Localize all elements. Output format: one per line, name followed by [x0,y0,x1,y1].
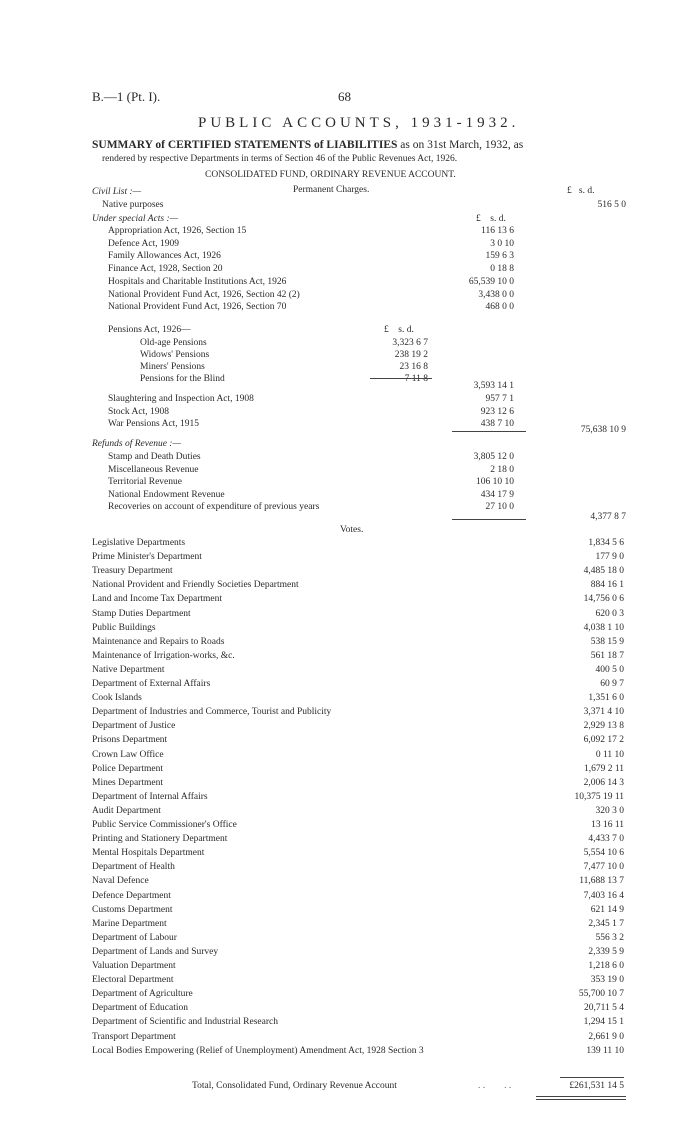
vote-row-label: National Provident and Friendly Societies Department [92,580,299,591]
currency-header-mid: £ s. d. [476,214,506,224]
special-after-row-amount: 438 7 10 [480,419,514,429]
page-number: 68 [338,89,351,104]
vote-row-label: Crown Law Office [92,749,164,760]
vote-row-label: Native Department [92,664,165,675]
refund-row-amount: 106 10 10 [476,477,514,488]
refunds-heading: Refunds of Revenue :— [92,439,181,449]
vote-row-label: Mental Hospitals Department [92,848,205,859]
vote-row-label: Prisons Department [92,735,168,746]
special-act-row-label: Family Allowances Act, 1926 [108,251,221,262]
special-after-row-amount: 957 7 1 [485,394,514,404]
vote-row-amount: 1,834 5 6 [588,538,624,548]
vote-row-amount: 884 16 1 [590,580,624,591]
vote-row-amount: 1,218 6 0 [588,961,624,971]
special-act-row-amount: 3 0 10 [490,238,514,249]
special-after-row-label: Slaughtering and Inspection Act, 1908 [108,394,254,404]
refund-row-amount: 3,805 12 0 [473,452,514,462]
vote-row-label: Audit Department [92,805,161,816]
special-act-row-label: Defence Act, 1909 [108,238,179,249]
special-act-row-label: National Provident Fund Act, 1926, Section 70 [108,302,287,313]
refund-row-label: Stamp and Death Duties [108,452,201,462]
vote-row-amount: 2,345 1 7 [588,918,624,929]
vote-row-label: Department of Agriculture [92,989,193,1000]
special-acts-heading: Under special Acts :— [92,214,179,224]
vote-row-label: Land and Income Tax Department [92,594,222,605]
vote-row-label: Valuation Department [92,961,176,971]
special-after-row-label: Stock Act, 1908 [108,406,169,417]
vote-row-amount: 14,756 0 6 [583,594,624,605]
vote-row-label: Department of Justice [92,721,176,732]
special-act-row-amount: 65,539 10 0 [468,276,514,287]
summary-line-1 [92,140,523,152]
vote-row-amount: 4,038 1 10 [583,622,624,633]
vote-row-amount: 4,433 7 0 [588,834,624,845]
pension-row-label: Miners' Pensions [140,362,205,372]
vote-row-label: Public Service Commissioner's Office [92,820,237,830]
vote-row-amount: 400 5 0 [595,664,624,675]
summary-tail: as on 31st March, 1932, as [400,139,524,151]
pension-row-label: Pensions for the Blind [140,374,225,384]
grand-total-double-rule [536,1096,626,1100]
special-act-row-amount: 116 13 6 [481,226,514,236]
vote-row-label: Marine Department [92,918,167,929]
vote-row-amount: 0 11 10 [595,749,624,760]
refunds-rule [452,519,526,520]
vote-row-amount: 55,700 10 7 [578,989,624,1000]
vote-row-amount: 139 11 10 [586,1045,624,1056]
page-title: PUBLIC ACCOUNTS, 1931-1932. [198,115,520,131]
refund-row-label: Recoveries on account of expenditure of previous years [108,502,320,513]
vote-row-label: Printing and Stationery Department [92,834,228,845]
currency-header-right: £ s. d. [567,186,595,196]
vote-row-label: Local Bodies Empowering (Relief of Unemployment) Amendment Act, 1928 Section 3 [92,1045,424,1056]
civil-list-label: Native purposes [102,200,164,210]
vote-row-label: Cook Islands [92,693,142,704]
refunds-total: 4,377 8 7 [590,512,626,522]
vote-row-label: Customs Department [92,904,173,915]
pension-row-amount: 7 11 8 [404,374,428,384]
vote-row-label: Department of Industries and Commerce, Tourist and Publicity [92,707,332,718]
vote-row-amount: 2,661 9 0 [588,1031,624,1042]
summary-line-2: rendered by respective Departments in terms of Section 46 of the Public Revenues Act, 1926. [102,154,458,164]
special-act-row-amount: 3,438 0 0 [478,289,514,300]
vote-row-label: Mines Department [92,777,163,788]
vote-row-amount: 13 16 11 [591,820,624,830]
pensions-total: 3,593 14 1 [473,381,514,391]
vote-row-label: Legislative Departments [92,538,186,548]
permanent-charges-heading: Permanent Charges. [293,185,370,195]
vote-row-amount: 2,339 5 9 [588,946,624,957]
refund-row-amount: 434 17 9 [480,489,514,500]
grand-total-amount: £261,531 14 5 [569,1081,624,1091]
vote-row-label: Department of Labour [92,932,177,943]
vote-row-amount: 320 3 0 [595,805,624,816]
account-heading: CONSOLIDATED FUND, ORDINARY REVENUE ACCOUNT. [205,170,456,180]
refund-row-amount: 27 10 0 [485,502,514,513]
civil-list-heading: Civil List :— [92,187,142,197]
document-reference: B.—1 (Pt. I). [92,89,161,104]
vote-row-amount: 2,929 13 8 [583,721,624,732]
pension-row-label: Widows' Pensions [140,350,210,360]
vote-row-label: Treasury Department [92,566,173,577]
vote-row-amount: 561 18 7 [590,650,624,661]
vote-row-label: Naval Defence [92,876,149,887]
vote-row-amount: 1,294 15 1 [583,1017,624,1028]
grand-total-rule-top [560,1077,624,1078]
vote-row-amount: 4,485 18 0 [583,566,624,577]
special-after-row-amount: 923 12 6 [480,406,514,417]
vote-row-label: Defence Department [92,890,171,901]
special-acts-total: 75,638 10 9 [580,425,626,435]
special-act-row-label: Appropriation Act, 1926, Section 15 [108,226,247,236]
vote-row-label: Prime Minister's Department [92,552,202,563]
refund-row-label: National Endowment Revenue [108,489,225,500]
vote-row-label: Stamp Duties Department [92,608,191,619]
grand-total-label: Total, Consolidated Fund, Ordinary Revenue Account [192,1081,397,1091]
vote-row-amount: 10,375 19 11 [574,791,624,802]
vote-row-label: Department of Lands and Survey [92,946,219,957]
vote-row-label: Department of Scientific and Industrial Research [92,1017,278,1028]
refund-row-amount: 2 18 0 [490,464,514,475]
vote-row-label: Public Buildings [92,622,156,633]
vote-row-label: Police Department [92,763,163,774]
refund-row-label: Territorial Revenue [108,477,182,488]
pensions-rule [370,378,432,379]
vote-row-label: Transport Department [92,1031,176,1042]
vote-row-amount: 60 9 7 [600,679,624,689]
vote-row-amount: 20,711 5 4 [583,1003,624,1014]
special-acts-rule [452,431,526,432]
vote-row-amount: 556 3 2 [595,932,624,943]
currency-header-left: £ s. d. [384,325,414,335]
vote-row-amount: 353 19 0 [590,975,624,986]
special-act-row-label: National Provident Fund Act, 1926, Section 42 (2) [108,289,300,300]
pension-row-amount: 23 16 8 [399,362,428,372]
summary-lead: SUMMARY of CERTIFIED STATEMENTS of LIABILITIES [92,139,398,151]
vote-row-amount: 621 14 9 [590,904,624,915]
special-act-row-amount: 468 0 0 [485,302,514,313]
pension-row-label: Old-age Pensions [140,338,207,348]
vote-row-amount: 177 9 0 [595,552,624,563]
pensions-label: Pensions Act, 1926— [108,325,191,335]
vote-row-amount: 11,688 13 7 [579,876,624,887]
vote-row-amount: 1,351 6 0 [588,693,624,704]
special-act-row-label: Hospitals and Charitable Institutions Act, 1926 [108,276,287,287]
vote-row-label: Department of Internal Affairs [92,791,208,802]
votes-heading: Votes. [340,525,364,535]
special-act-row-label: Finance Act, 1928, Section 20 [108,264,223,275]
civil-list-total: 516 5 0 [597,200,626,210]
special-act-row-amount: 159 6 3 [485,251,514,262]
vote-row-label: Department of Health [92,862,175,873]
vote-row-label: Maintenance of Irrigation-works, &c. [92,650,235,661]
vote-row-label: Maintenance and Repairs to Roads [92,636,225,647]
vote-row-amount: 1,679 2 11 [583,763,624,774]
pension-row-amount: 3,323 6 7 [392,338,428,348]
grand-total-leader: . . . . [478,1081,512,1091]
vote-row-amount: 620 0 3 [595,608,624,619]
vote-row-amount: 3,371 4 10 [583,707,624,718]
vote-row-label: Department of External Affairs [92,679,211,689]
special-act-row-amount: 0 18 8 [490,264,514,275]
vote-row-label: Electoral Department [92,975,174,986]
vote-row-amount: 2,006 14 3 [583,777,624,788]
vote-row-amount: 6,092 17 2 [583,735,624,746]
vote-row-amount: 7,477 10 0 [583,862,624,873]
vote-row-amount: 7,403 16 4 [583,890,624,901]
pension-row-amount: 238 19 2 [394,350,428,360]
vote-row-amount: 538 15 9 [590,636,624,647]
vote-row-label: Department of Education [92,1003,189,1014]
vote-row-amount: 5,554 10 6 [583,848,624,859]
special-after-row-label: War Pensions Act, 1915 [108,419,200,429]
refund-row-label: Miscellaneous Revenue [108,464,199,475]
